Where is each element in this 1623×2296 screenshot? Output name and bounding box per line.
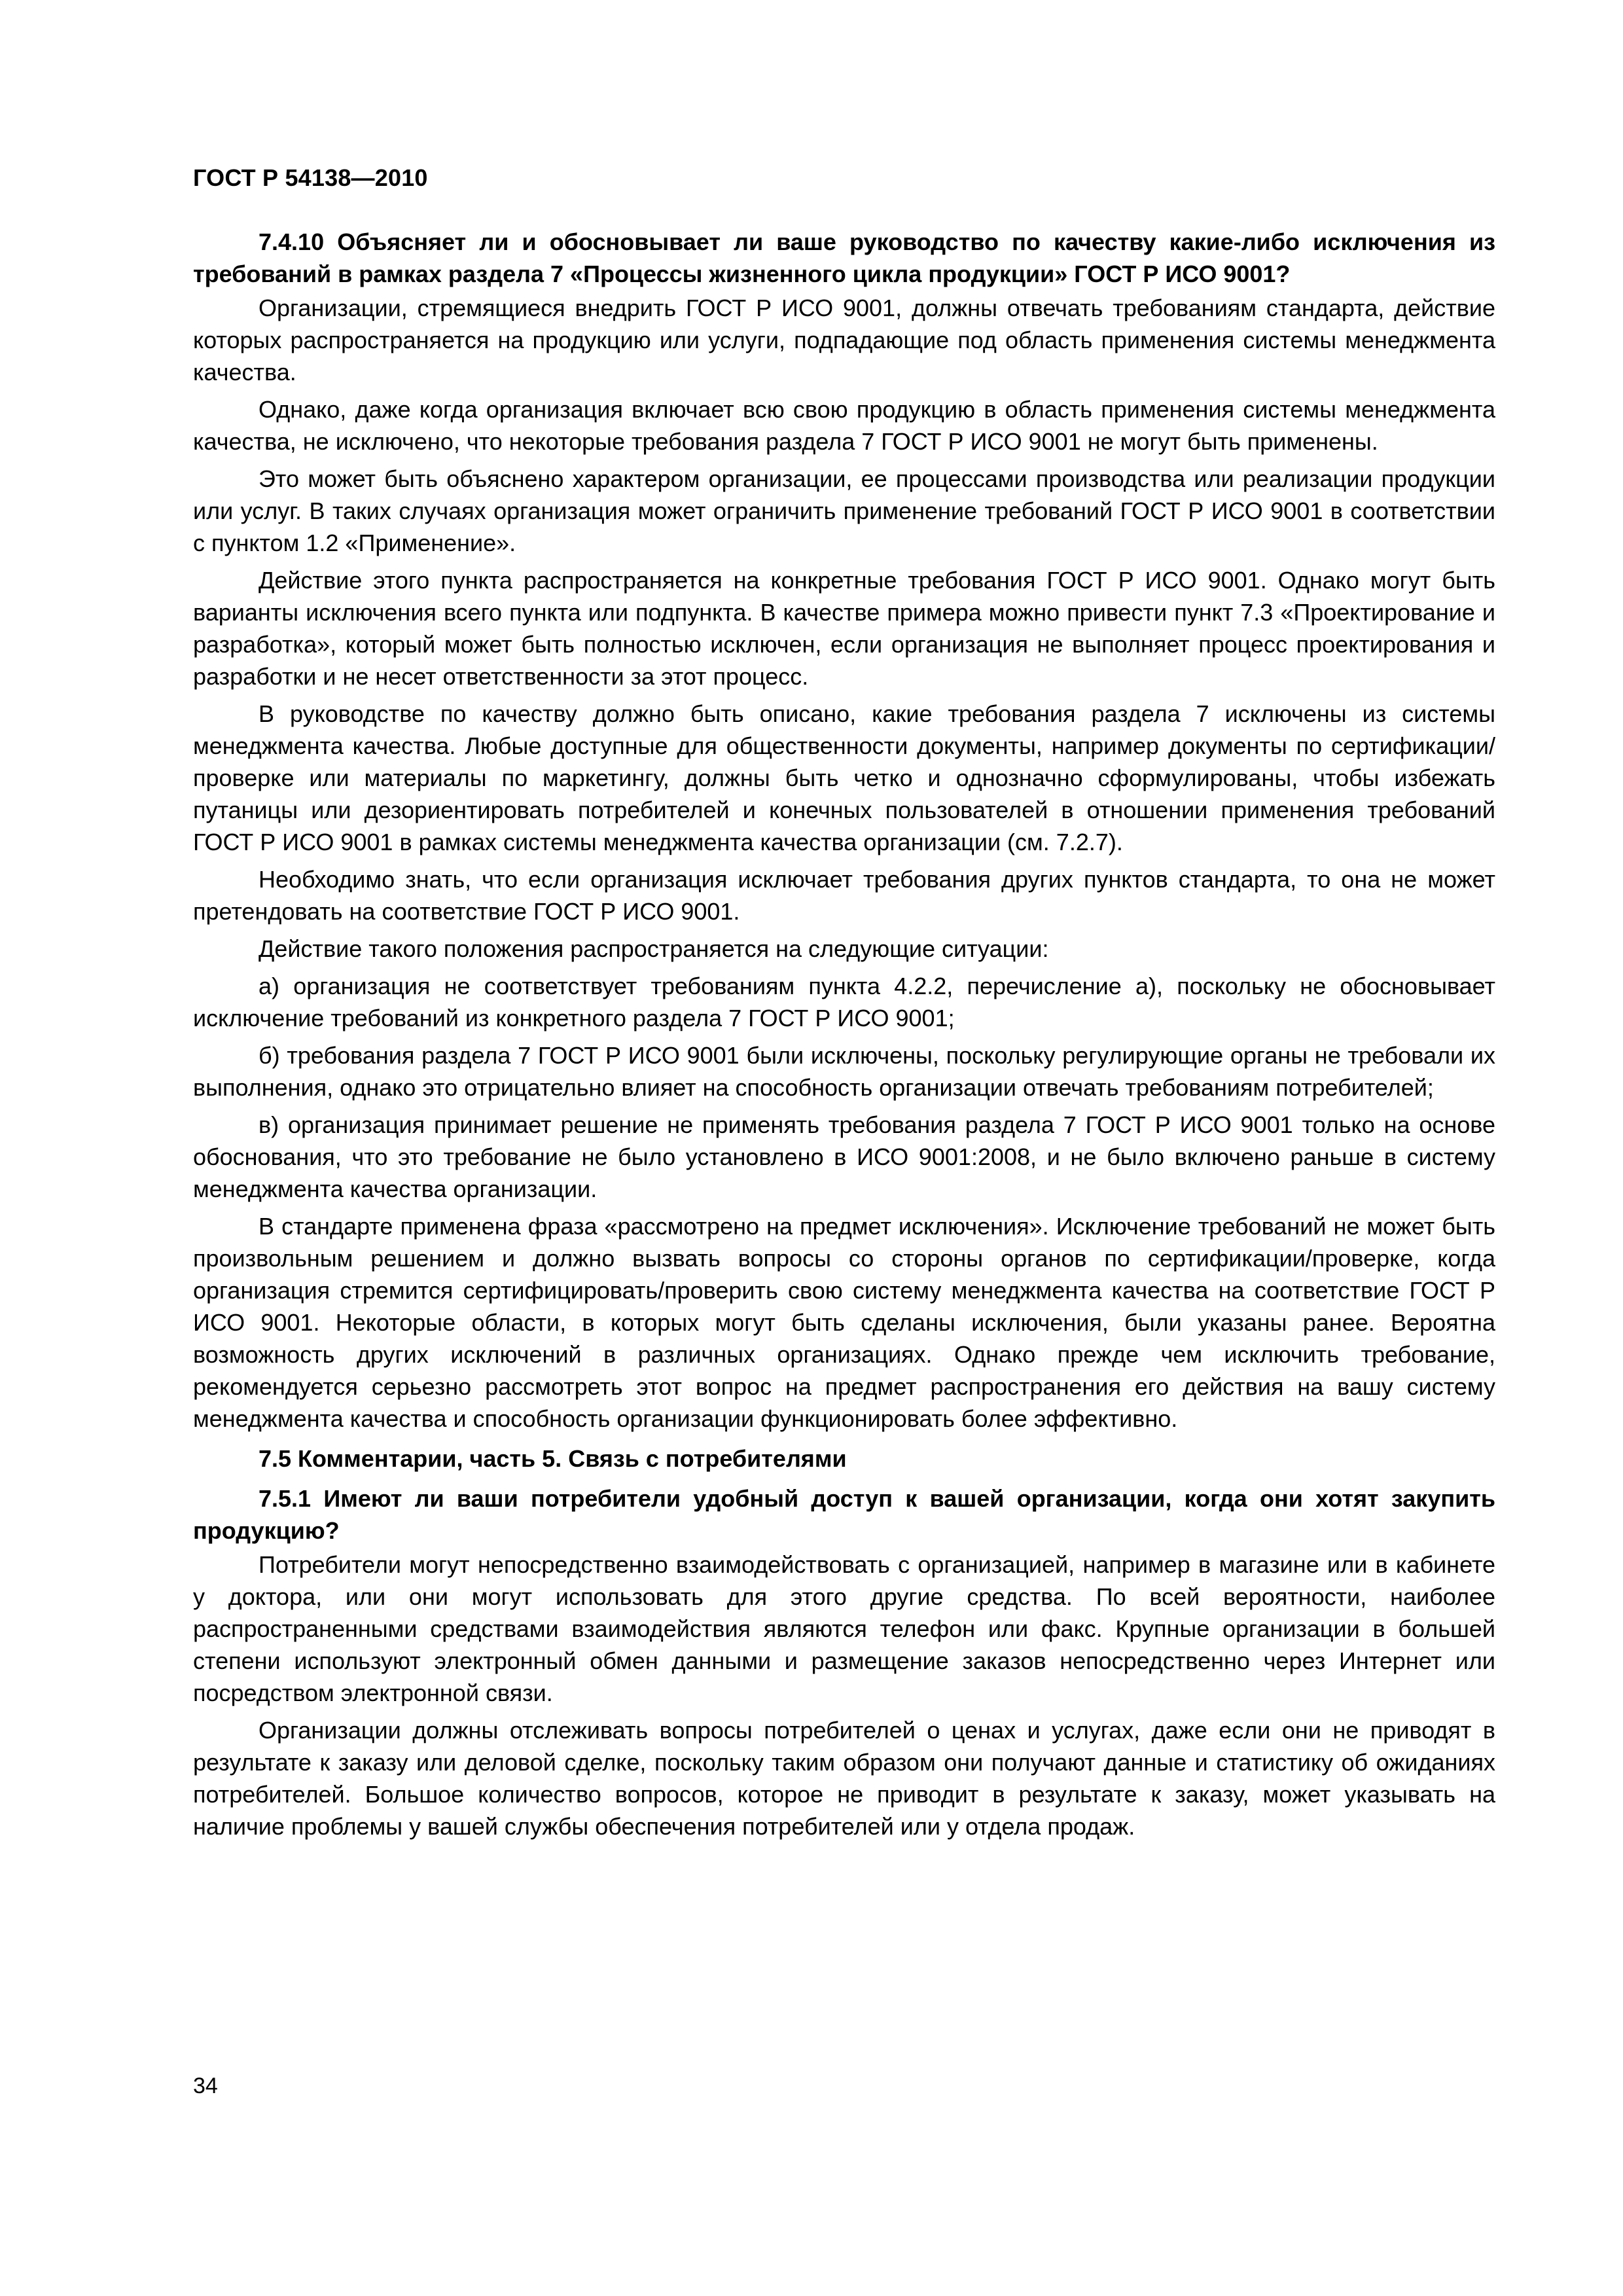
list-item-b: б) требования раздела 7 ГОСТ Р ИСО 9001 были исключены, поскольку регулирующие органы не требовали их выполнения, однако это отрицательно влияет на способность организации отвечать требованиям потребителей; [193,1042,1495,1101]
page-content [193,226,1495,1848]
paragraph: Действие такого положения распространяется на следующие ситуации: [259,935,1049,962]
list-item-a: а) организация не соответствует требованиям пункта 4.2.2, перечисление а), поскольку не обосновывает исключение требований из конкретного раздела 7 ГОСТ Р ИСО 9001; [193,973,1495,1031]
paragraph: Однако, даже когда организация включает всю свою продукцию в область применения системы менеджмента качества, не исключено, что некоторые требования раздела 7 ГОСТ Р ИСО 9001 не могут быть применены. [193,396,1495,455]
paragraph: В руководстве по качеству должно быть описано, какие требования раздела 7 исключены из системы менеджмента качества. Любые доступные для общественности документы, например документы по сертификации/проверке или материалы по маркетингу, должны быть четко и однозначно сформулированы, чтобы избежать путаницы или дезориентировать потребителей и конечных пользователей в отношении применения требований ГОСТ Р ИСО 9001 в рамках системы менеджмента качества организации (см. 7.2.7). [193,700,1495,855]
paragraph: Это может быть объяснено характером организации, ее процессами производства или реализации продукции или услуг. В таких случаях организация может ограничить применение требований ГОСТ Р ИСО 9001 в соответствии с пунктом 1.2 «Применение». [193,465,1495,556]
standard-header: ГОСТ Р 54138—2010 [193,164,428,191]
list-item-v: в) организация принимает решение не применять требования раздела 7 ГОСТ Р ИСО 9001 только на основе обоснования, что это требование не было установлено в ИСО 9001:2008, и не было включено раньше в систему менеджмента качества организации. [193,1111,1495,1202]
paragraph: Потребители могут непосредственно взаимодействовать с организацией, например в магазине или в кабинете у доктора, или они могут использовать для этого другие средства. По всей вероятности, наиболее распространенными средствами взаимодействия являются телефон или факс. Крупные организации в большей степени используют электронный обмен данными и размещение заказов непосредственно через Интернет или посредством электронной связи. [193,1551,1495,1706]
paragraph: Организации, стремящиеся внедрить ГОСТ Р ИСО 9001, должны отвечать требованиям стандарта, действие которых распространяется на продукцию или услуги, подпадающие под область применения системы менеджмента качества. [193,295,1495,386]
paragraph: В стандарте применена фраза «рассмотрено на предмет исключения». Исключение требований не может быть произвольным решением и должно вызвать вопросы со стороны органов по сертификации/проверке, когда организация стремится сертифицировать/проверить свою систему менеджмента качества на соответствие ГОСТ Р ИСО 9001. Некоторые области, в которых могут быть сделаны исключения, были указаны ранее. Вероятна возможность других исключений в различных организациях. Однако прежде чем исключить требование, рекомендуется серьезно рассмотреть этот вопрос на предмет распространения его действия на вашу систему менеджмента качества и способность организации функционировать более эффективно. [193,1213,1495,1432]
heading-7-5-1: 7.5.1 Имеют ли ваши потребители удобный доступ к вашей организации, когда они хотят закупить продукцию? [193,1485,1495,1544]
page-number: 34 [193,2073,218,2098]
paragraph: Необходимо знать, что если организация исключает требования других пунктов стандарта, то она не может претендовать на соответствие ГОСТ Р ИСО 9001. [193,866,1495,925]
paragraph: Действие этого пункта распространяется на конкретные требования ГОСТ Р ИСО 9001. Однако могут быть варианты исключения всего пункта или подпункта. В качестве примера можно привести пункт 7.3 «Проектирование и разработка», который может быть полностью исключен, если организация не выполняет процесс проектирования и разработки и не несет ответственности за этот процесс. [193,567,1495,690]
heading-7-5: 7.5 Комментарии, часть 5. Связь с потребителями [259,1445,847,1472]
paragraph: Организации должны отслеживать вопросы потребителей о ценах и услугах, даже если они не приводят в результате к заказу или деловой сделке, поскольку таким образом они получают данные и статистику об ожиданиях потребителей. Большое количество вопросов, которое не приводит в результате к заказу, может указывать на наличие проблемы у вашей службы обеспечения потребителей или у отдела продаж. [193,1717,1495,1840]
heading-7-4-10: 7.4.10 Объясняет ли и обосновывает ли ваше руководство по качеству какие-либо исключения из требований в рамках раздела 7 «Процессы жизненного цикла продукции» ГОСТ Р ИСО 9001? [193,228,1495,287]
